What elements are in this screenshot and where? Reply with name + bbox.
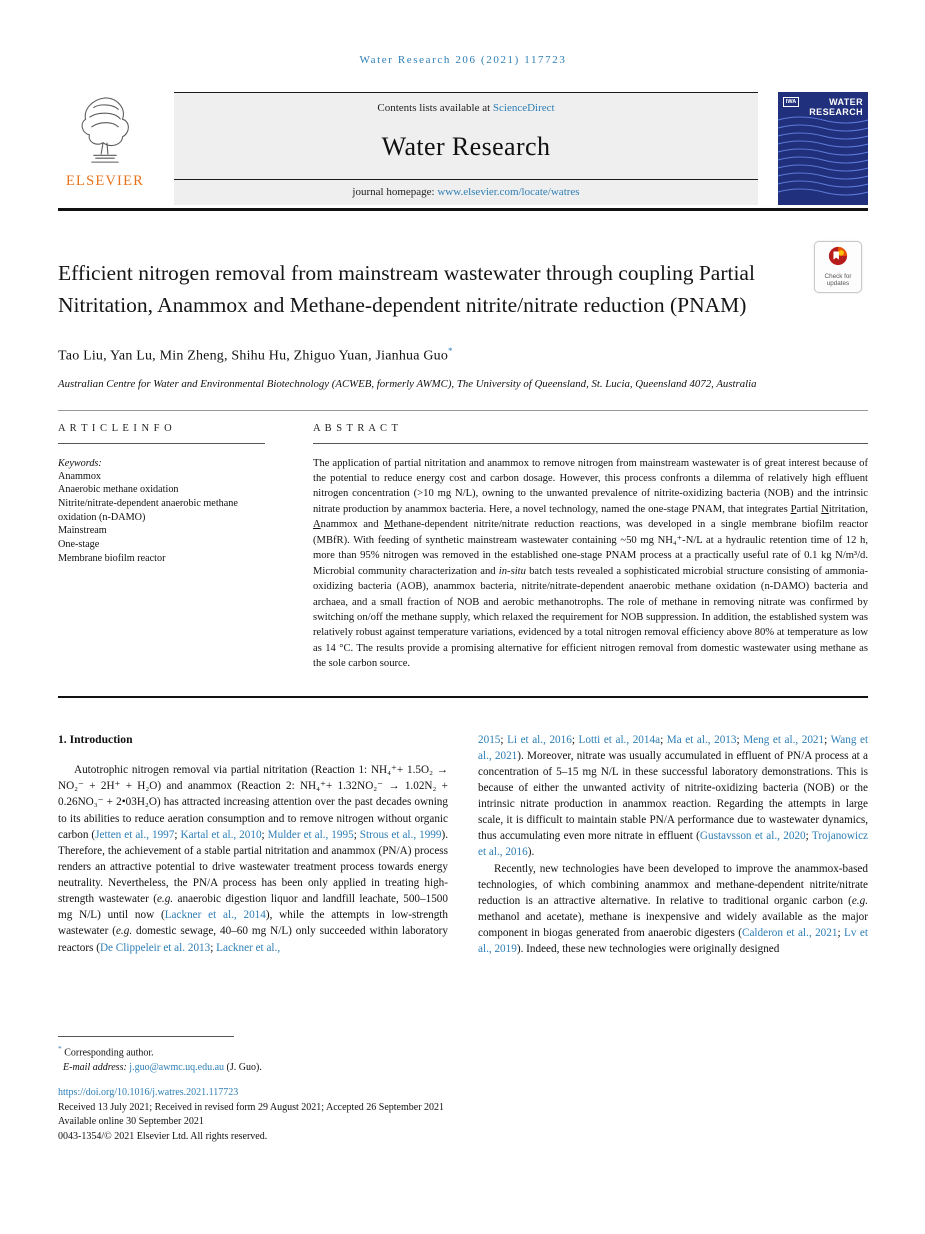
iwa-publishing-logo: IWA	[783, 97, 799, 107]
cover-journal-title: WATER RESEARCH	[809, 97, 863, 117]
check-for-updates-badge[interactable]	[814, 241, 862, 293]
citation-link[interactable]: Lackner et al.,	[216, 941, 281, 954]
citation-link[interactable]: Lackner et al., 2014	[164, 909, 266, 922]
intro-paragraph-right-2: Recently, new technologies have been developed to improve the anammox-based technologies, of which combining anammox and methane-dependent nitrite/nitrate reduction is an attractive alternative. In relative to traditional organic carbon (e.g. methanol and acetate), methane is inexpensive and widely available as the major component in biogas generated from anaerobic digesters (Calderon et al., 2021; Lv et al., 2019). Indeed, these new technologies were originally designed	[478, 862, 868, 956]
doi-link[interactable]: https://doi.org/10.1016/j.watres.2021.117723	[58, 1087, 239, 1098]
email-footnote: E-mail address: j.guo@awmc.uq.edu.au (J. Guo).	[63, 1062, 262, 1074]
keyword-item: Mainstream	[58, 525, 107, 537]
publication-meta-block	[58, 1086, 858, 1144]
citation-link[interactable]: Lv et al., 2019	[478, 927, 868, 956]
contents-lists-line	[174, 93, 758, 114]
citation-link[interactable]: Lotti et al., 2014a	[578, 733, 661, 746]
email-link[interactable]: j.guo@awmc.uq.edu.au	[129, 1062, 225, 1074]
citation-link[interactable]: Li et al., 2016	[507, 733, 572, 746]
keyword-item: One-stage	[58, 538, 100, 550]
article-body	[58, 732, 868, 958]
citation-link[interactable]: Gustavsson et al., 2020	[699, 830, 806, 843]
journal-citation-link[interactable]: Water Research 206 (2021) 117723	[359, 54, 567, 66]
crossmark-icon	[828, 246, 848, 271]
journal-title: Water Research	[381, 131, 551, 161]
journal-banner	[174, 92, 758, 205]
check-for-updates-label: Check for updates	[824, 273, 852, 287]
keywords-list	[58, 470, 265, 566]
header-divider-rule	[58, 208, 868, 211]
keyword-item: Anammox	[58, 470, 102, 482]
footnote-divider	[58, 1036, 234, 1037]
body-column-right	[478, 732, 868, 958]
footnote-star: *	[58, 1044, 62, 1053]
corresponding-author-mark[interactable]: *	[448, 345, 453, 356]
contents-lists-text: Contents lists available at	[377, 102, 493, 114]
intro-paragraph-left: Autotrophic nitrogen removal via partial nitritation (Reaction 1: NH₄⁺+ 1.5O₂ → NO₂⁻ + 2H⁺ + H₂O) and anammox (Reaction 2: NH₄⁺+ 1.32NO₂⁻ → 1.02N₂ + 0.26NO₃⁻ + 2•03H₂O) has attracted increasing attention over the past decades owning to its abilities to reduce aeration consumption and to remove nitrogen without organic carbon (Jetten et al., 1997; Kartal et al., 2010; Mulder et al., 1995; Strous et al., 1999). Therefore, the achievement of a stable partial nitritation and anammox (PN/A) process renders an attractive potential to drive wastewater treatment process towards energy neutrality. Nevertheless, the PN/A process has been only applied in treating high-strength wastewater (e.g. anaerobic digestion liquor and landfill leachate, 500–1500 mg N/L) until now (Lackner et al., 2014), while the attempts in low-strength wastewater (e.g. domestic sewage, 40–60 mg N/L) only succeeded within laboratory reactors (De Clippeleir et al. 2013; Lackner et al.,	[58, 764, 449, 954]
author-names: Tao Liu, Yan Lu, Min Zheng, Shihu Hu, Zhiguo Yuan, Jianhua Guo	[58, 348, 449, 364]
citation-link[interactable]: Trojanowicz et al., 2016	[478, 830, 869, 859]
citation-link[interactable]: Jetten et al., 1997	[95, 828, 175, 841]
elsevier-logo[interactable]	[58, 92, 152, 205]
section-heading-introduction: 1. Introduction	[58, 732, 133, 746]
article-info-abstract-section	[58, 410, 868, 698]
title-block	[58, 257, 868, 322]
article-info-header: A R T I C L E I N F O	[58, 423, 265, 444]
corresponding-author-footnote: * Corresponding author.	[58, 1044, 154, 1059]
citation-link[interactable]: Strous et al., 1999	[359, 828, 442, 841]
intro-paragraph-right-1: 2015; Li et al., 2016; Lotti et al., 2014a; Ma et al., 2013; Meng et al., 2021; Wang et al., 2021). Moreover, nitrate was usually accumulated in effluent of PN/A process at a concentration of 5–15 mg N/L in these successful laboratory demonstrations. This is because of either the unwanted activity of nitrite-oxidizing bacteria (NOB) or the intrinsic nitrate production in anammox reaction. Regarding the attempts in large scale, it is difficult to maintain stable PN/A performance due to wastewater dynamics, thus accumulating even more nitrate in effluent (Gustavsson et al., 2020; Trojanowicz et al., 2016).	[478, 733, 869, 859]
keyword-item: Anaerobic methane oxidation	[58, 484, 179, 496]
affiliation: Australian Centre for Water and Environmental Biotechnology (ACWEB, formerly AWMC), The University of Queensland, St. Lucia, Queensland 4072, Australia	[58, 377, 757, 390]
elsevier-tree-icon	[73, 94, 137, 171]
abstract-header: A B S T R A C T	[313, 423, 868, 444]
journal-homepage-label: journal homepage:	[352, 186, 438, 198]
journal-header	[58, 92, 868, 205]
journal-homepage-link[interactable]: www.elsevier.com/locate/watres	[437, 186, 580, 198]
keyword-item: Membrane biofilm reactor	[58, 552, 166, 564]
citation-link[interactable]: De Clippeleir et al. 2013	[99, 941, 211, 954]
article-info-column	[58, 423, 265, 678]
abstract-column	[313, 423, 868, 678]
available-online-line: Available online 30 September 2021	[58, 1116, 204, 1128]
cover-waves-graphic	[778, 114, 868, 205]
citation-link[interactable]: 2015	[478, 733, 501, 746]
elsevier-wordmark: ELSEVIER	[65, 173, 145, 189]
keywords-label: Keywords:	[58, 457, 102, 469]
citation-link[interactable]: Wang et al., 2021	[478, 733, 869, 762]
citation-link[interactable]: Mulder et al., 1995	[267, 828, 354, 841]
keyword-item: Nitrite/nitrate-dependent anaerobic methane oxidation (n-DAMO)	[58, 497, 238, 523]
body-column-left	[58, 732, 448, 958]
copyright-line: 0043-1354/© 2021 Elsevier Ltd. All rights reserved.	[58, 1130, 268, 1142]
article-title: Efficient nitrogen removal from mainstream wastewater through coupling Partial Nitritation, Anammox and Methane-dependent nitrite/nitrate reduction (PNAM)	[58, 260, 755, 318]
citation-link[interactable]: Calderon et al., 2021	[741, 927, 838, 939]
received-dates-line: Received 13 July 2021; Received in revised form 29 August 2021; Accepted 26 September 2021	[58, 1101, 445, 1113]
sciencedirect-link[interactable]: ScienceDirect	[492, 102, 555, 114]
email-label: E-mail address:	[63, 1062, 127, 1074]
journal-cover-thumbnail[interactable]	[778, 92, 868, 205]
journal-homepage-line	[174, 179, 758, 205]
footnotes-block	[58, 1036, 478, 1073]
authors-line	[58, 346, 868, 365]
citation-link[interactable]: Ma et al., 2013	[666, 733, 737, 746]
citation-link[interactable]: Meng et al., 2021	[743, 733, 825, 746]
abstract-text: The application of partial nitritation and anammox to remove nitrogen from mainstream wastewater is of great interest because of the potential to reduce energy cost and carbon dosage. However, this process confronts a dilemma of relatively high effluent nitrogen concentration (>10 mg N/L), owning to the unwanted prevalence of nitrite-oxidizing bacteria (NOB) and the intrinsic nitrate production by anammox bacteria. Here, a novel technology, named the one-stage PNAM, that integrates Partial Nitritation, Anammox and Methane-dependent nitrite/nitrate reduction reactions, was developed in a single membrane biofilm reactor (MBfR). With feeding of synthetic mainstream wastewater containing ~50 mg NH₄⁺-N/L at a hydraulic retention time of 12 h, more than 95% nitrogen was removed in the established one-stage PNAM process at a practically useful rate of 0.1 kg N/m³/d. Microbial community characterization and in-situ batch tests revealed a sophisticated microbial structure consisting of ammonia-oxidizing bacteria (AOB), anammox bacteria, nitrite/nitrate-dependent anaerobic methane oxidation (n-DAMO) bacteria and archaea, and a small fraction of NOB and aerobic methanotrophs. The role of methane in removing nitrate was confirmed by switching on/off the methane supply, which relaxed the requirement for NOB suppression. In addition, the established system was relatively robust against temperature variations, evidenced by a total nitrogen removal efficiency above 80% at temperature as low as 14 °C. The results provide a promising alternative for efficient nitrogen removal from domestic wastewater using methane as the sole carbon source.	[313, 457, 868, 670]
citation-link[interactable]: Kartal et al., 2010	[180, 828, 262, 841]
